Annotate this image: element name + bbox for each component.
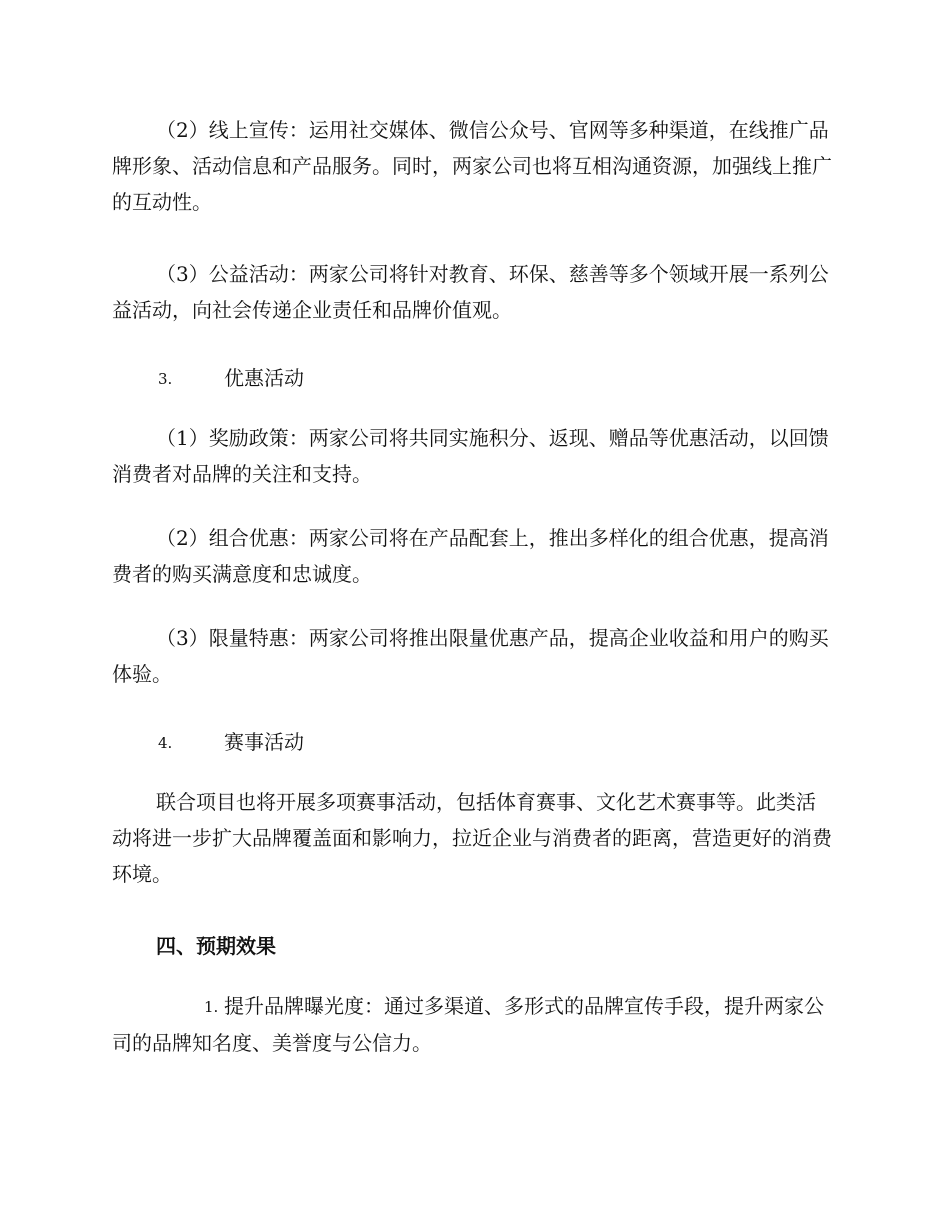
- list-number: 1.: [204, 998, 219, 1016]
- paragraph-events: 联合项目也将开展多项赛事活动，包括体育赛事、文化艺术赛事等。此类活动将进一步扩大品牌覆盖面和影响力，拉近企业与消费者的距离，营造更好的消费环境。: [112, 790, 832, 886]
- paragraph-brand-exposure: [112, 988, 834, 1061]
- list-number: 3.: [158, 370, 173, 388]
- paragraph-limited-offer: （3）限量特惠：两家公司将推出限量优惠产品，提高企业收益和用户的购买体验。: [112, 626, 829, 686]
- paragraph-reward-policy: （1）奖励政策：两家公司将共同实施积分、返现、赠品等优惠活动，以回馈消费者对品牌的关注和支持。: [112, 426, 829, 486]
- paragraph-combo-offer: （2）组合优惠：两家公司将在产品配套上，推出多样化的组合优惠，提高消费者的购买满意度和忠诚度。: [112, 526, 829, 586]
- list-number: 4.: [158, 734, 173, 752]
- list-label: 赛事活动: [224, 730, 304, 754]
- section-heading-expected-effects: 四、预期效果: [156, 934, 276, 958]
- paragraph-public-welfare: （3）公益活动：两家公司将针对教育、环保、慈善等多个领域开展一系列公益活动，向社会传递企业责任和品牌价值观。: [112, 262, 829, 322]
- paragraph-brand-exposure-text: 提升品牌曝光度：通过多渠道、多形式的品牌宣传手段，提升两家公司的品牌知名度、美誉度与公信力。: [112, 994, 824, 1055]
- list-item-events: [158, 724, 304, 761]
- list-label: 优惠活动: [224, 366, 304, 390]
- paragraph-online-promotion: （2）线上宣传：运用社交媒体、微信公众号、官网等多种渠道，在线推广品牌形象、活动信息和产品服务。同时，两家公司也将互相沟通资源，加强线上推广的互动性。: [112, 118, 832, 214]
- list-item-discounts: [158, 360, 304, 397]
